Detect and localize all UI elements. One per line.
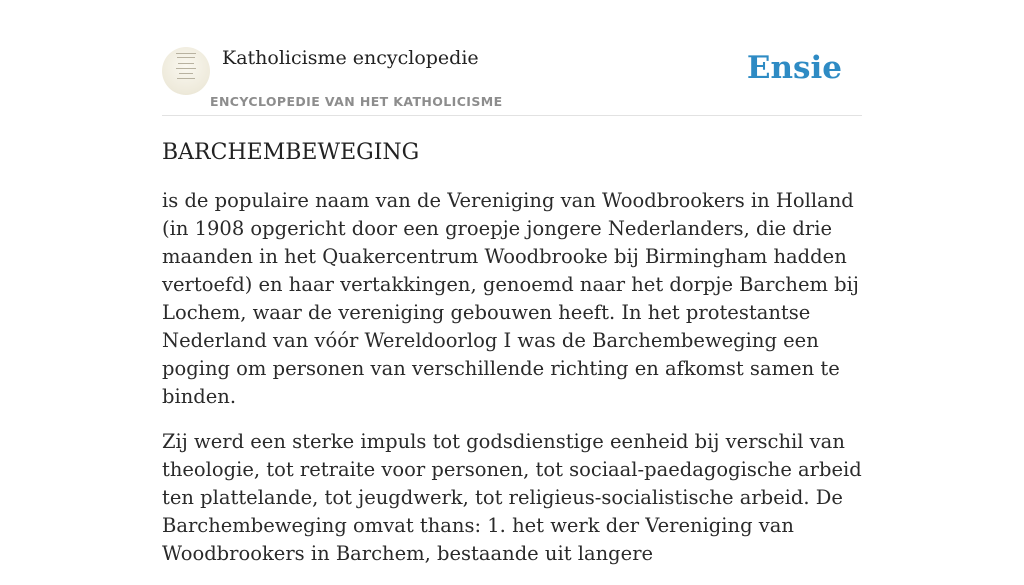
article [162, 140, 862, 585]
header-divider [162, 115, 862, 116]
book-title-link[interactable]: Katholicisme encyclopedie [222, 47, 479, 69]
article-paragraph: is de populaire naam van de Vereniging van Woodbrookers in Holland (in 1908 opgericht door een groepje jongere Nederlanders, die drie maanden in het Quakercentrum Woodbrooke bij Birmingham hadden vertoefd) en haar vertakkingen, genoemd naar het dorpje Barchem bij Lochem, waar de vereniging gebouwen heeft. In het protestantse Nederland van vóór Wereldoorlog I was de Barchembeweging een poging om personen van verschillende richting en afkomst samen te binden. [162, 189, 859, 408]
ensie-logo[interactable]: Ensie [746, 50, 842, 86]
article-title: BARCHEMBEWEGING [162, 140, 420, 165]
book-subtitle: ENCYCLOPEDIE VAN HET KATHOLICISME [210, 94, 503, 109]
site-header [162, 44, 862, 116]
article-paragraph: Zij werd een sterke impuls tot godsdienstige eenheid bij verschil van theologie, tot retraite voor personen, tot sociaal-paedagogische arbeid ten plattelande, tot jeugdwerk, tot religieus-socialistische arbeid. De Barchembeweging omvat thans: 1. het werk der Vereniging van Woodbrookers in Barchem, bestaande uit langere [162, 430, 862, 565]
book-cover-thumbnail[interactable] [162, 47, 210, 95]
